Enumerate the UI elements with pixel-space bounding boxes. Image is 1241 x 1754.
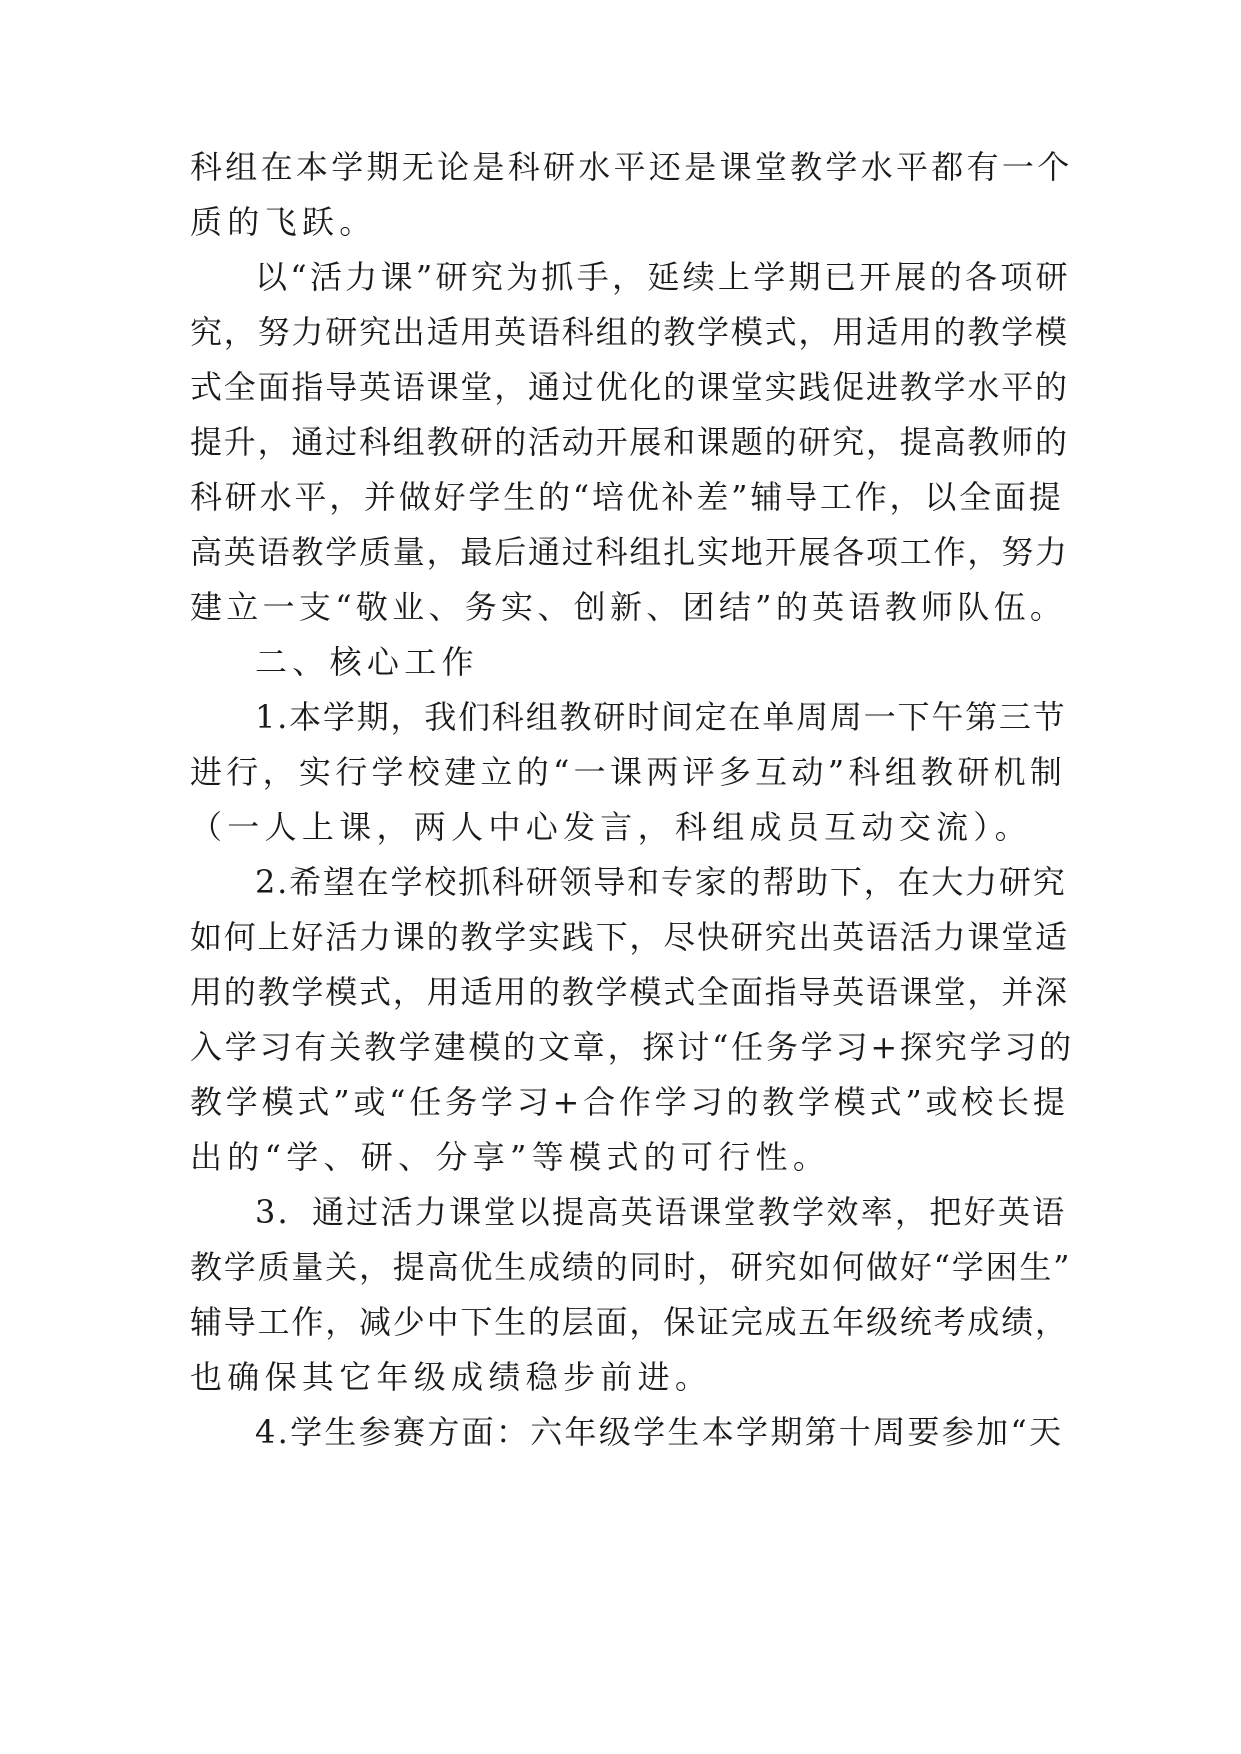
text-line: （一人上课，两人中心发言，科组成员互动交流）。 — [190, 808, 1032, 846]
text-line: 质的飞跃。 — [190, 203, 377, 241]
text-line: 式全面指导英语课堂，通过优化的课堂实践促进教学水平的 — [190, 368, 1069, 406]
text-line: 出的“学、研、分享”等模式的可行性。 — [190, 1138, 831, 1176]
text-line: 进行，实行学校建立的“一课两评多互动”科组教研机制 — [190, 753, 1067, 791]
paragraph-start: 1.本学期，我们科组教研时间定在单周周一下午第三节 — [255, 698, 1067, 736]
text-line: 教学模式”或“任务学习+合作学习的教学模式”或校长提 — [190, 1083, 1069, 1121]
text-line: 用的教学模式，用适用的教学模式全面指导英语课堂，并深 — [190, 973, 1069, 1011]
paragraph-start: 3．通过活力课堂以提高英语课堂教学效率，把好英语 — [255, 1193, 1067, 1231]
text-line: 入学习有关教学建模的文章，探讨“任务学习+探究学习的 — [190, 1028, 1074, 1066]
paragraph-start: 2.希望在学校抓科研领导和专家的帮助下，在大力研究 — [255, 863, 1067, 901]
paragraph-start: 以“活力课”研究为抓手，延续上学期已开展的各项研 — [255, 258, 1071, 296]
text-line: 建立一支“敬业、务实、创新、团结”的英语教师队伍。 — [190, 588, 1067, 626]
text-line: 也确保其它年级成绩稳步前进。 — [190, 1358, 713, 1396]
text-line: 教学质量关，提高优生成绩的同时，研究如何做好“学困生” — [190, 1248, 1072, 1286]
text-line: 辅导工作，减少中下生的层面，保证完成五年级统考成绩， — [190, 1303, 1069, 1341]
paragraph-start: 4.学生参赛方面：六年级学生本学期第十周要参加“天 — [255, 1413, 1064, 1451]
text-line: 高英语教学质量，最后通过科组扎实地开展各项工作，努力 — [190, 533, 1069, 571]
section-heading: 二、核心工作 — [255, 643, 479, 681]
text-line: 科组在本学期无论是科研水平还是课堂教学水平都有一个 — [190, 148, 1073, 186]
text-line: 究，努力研究出适用英语科组的教学模式，用适用的教学模 — [190, 313, 1069, 351]
text-line: 如何上好活力课的教学实践下，尽快研究出英语活力课堂适 — [190, 918, 1069, 956]
text-line: 提升，通过科组教研的活动开展和课题的研究，提高教师的 — [190, 423, 1069, 461]
text-line: 科研水平，并做好学生的“培优补差”辅导工作，以全面提 — [190, 478, 1064, 516]
